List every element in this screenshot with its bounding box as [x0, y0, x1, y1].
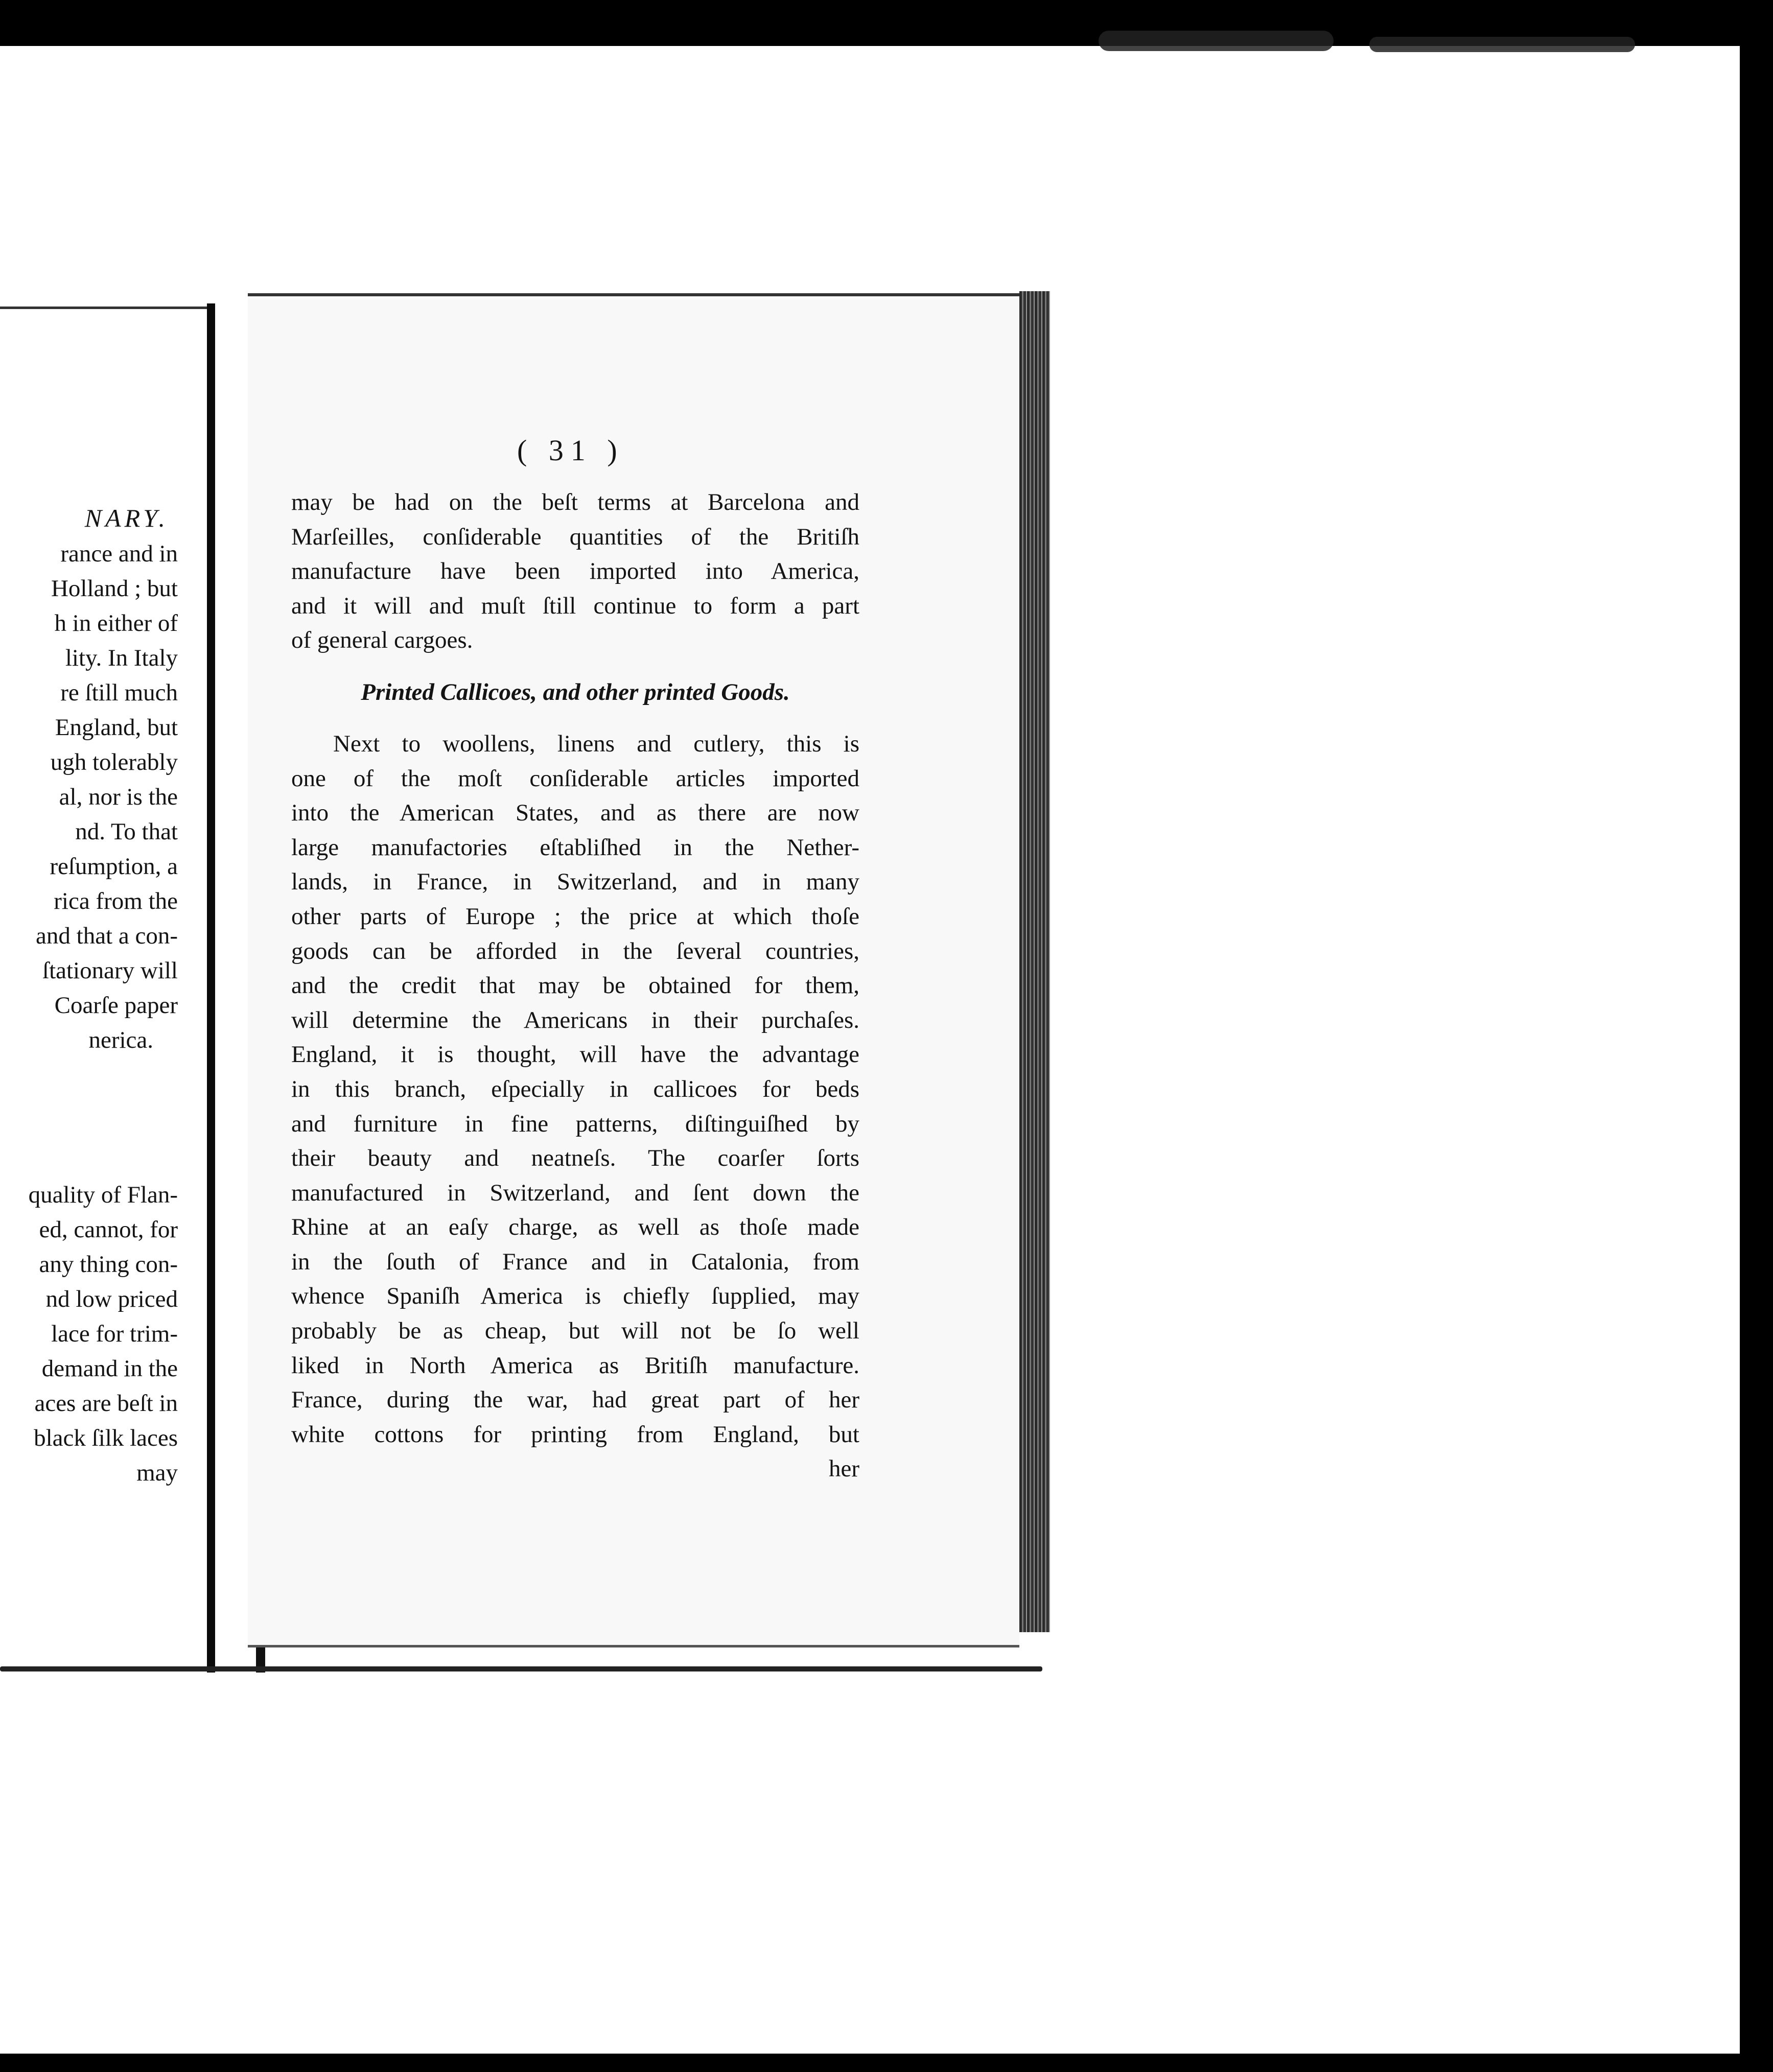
left-line: ed, cannot, for [39, 1216, 178, 1243]
left-line: reſumption, a [50, 853, 178, 880]
text-line: lands, in France, in Switzerland, and in many [291, 868, 859, 896]
film-scratch [1369, 37, 1635, 52]
left-line: ſtationary will [42, 957, 178, 984]
left-line: al, nor is the [59, 784, 178, 810]
text-line: whence Spaniſh America is chiefly ſupplied, may [291, 1283, 859, 1310]
text-line: their beauty and neatneſs. The coarſer ſorts [291, 1145, 859, 1172]
text-line: in the ſouth of France and in Catalonia, from [291, 1248, 859, 1275]
text-line: one of the moſt conſiderable articles imported [291, 765, 859, 792]
text-line: and it will and muſt ſtill continue to form a part [291, 592, 859, 619]
left-line: rance and in [60, 540, 178, 567]
left-line: lace for trim- [51, 1321, 178, 1347]
text-line: into the American States, and as there are now [291, 799, 859, 827]
text-line: of general cargoes. [291, 627, 473, 654]
left-line: nerica. [88, 1027, 153, 1053]
text-line: manufacture have been imported into America, [291, 558, 859, 585]
page-number: ( 31 ) [517, 434, 624, 467]
left-catchword: may [136, 1459, 178, 1486]
text-line: France, during the war, had great part of her [291, 1386, 859, 1414]
text-line: will determine the Americans in their purchaſes. [291, 1006, 859, 1033]
text-line: Marſeilles, conſiderable quantities of the Britiſh [291, 523, 859, 550]
text-line: goods can be afforded in the ſeveral countries, [291, 937, 859, 964]
left-line: Coarſe paper [54, 992, 178, 1019]
text-line: England, it is thought, will have the advantage [291, 1041, 859, 1068]
text-line: Next to woollens, linens and cutlery, this is [333, 730, 859, 757]
text-line: Rhine at an eaſy charge, as well as thoſe made [291, 1214, 859, 1241]
left-line: and that a con- [36, 923, 178, 949]
left-line: Holland ; but [51, 575, 178, 602]
text-line: liked in North America as Britiſh manufacture. [291, 1352, 859, 1379]
page-bottom-edge [0, 1666, 1042, 1671]
text-line: may be had on the beſt terms at Barcelona and [291, 489, 859, 515]
page-edges [1019, 291, 1050, 1632]
text-line: other parts of Europe ; the price at which thoſe [291, 903, 859, 930]
left-line: aces are beſt in [34, 1390, 178, 1417]
left-line: nd low priced [45, 1286, 178, 1312]
text-line: probably be as cheap, but will not be ſo well [291, 1317, 859, 1345]
text-line: white cottons for printing from England, but [291, 1421, 859, 1448]
left-line: black ſilk laces [34, 1425, 178, 1451]
left-line: quality of Flan- [28, 1182, 178, 1208]
left-line: nd. To that [75, 818, 178, 845]
left-page [0, 307, 209, 1668]
text-line: and furniture in fine patterns, diſtinguiſhed by [291, 1110, 859, 1137]
left-line: demand in the [41, 1355, 178, 1382]
left-line: h in either of [54, 610, 178, 637]
left-line: ugh tolerably [50, 749, 178, 775]
text-line: in this branch, eſpecially in callicoes for beds [291, 1075, 859, 1102]
left-line: England, but [55, 714, 178, 741]
left-running-head: NARY. [84, 504, 169, 532]
left-line: lity. In Italy [65, 645, 178, 671]
left-line: re ſtill much [60, 679, 178, 706]
text-line: large manufactories eſtabliſhed in the Nether- [291, 834, 859, 861]
film-scratch [1099, 31, 1334, 51]
page-body-text [291, 485, 859, 1487]
catchword: her [828, 1455, 859, 1482]
left-line: any thing con- [39, 1251, 178, 1278]
section-heading: Printed Callicoes, and other printed Goods. [361, 678, 790, 705]
text-line: and the credit that may be obtained for them, [291, 972, 859, 999]
text-line: manufactured in Switzerland, and ſent down the [291, 1179, 859, 1206]
left-line: rica from the [54, 888, 178, 914]
